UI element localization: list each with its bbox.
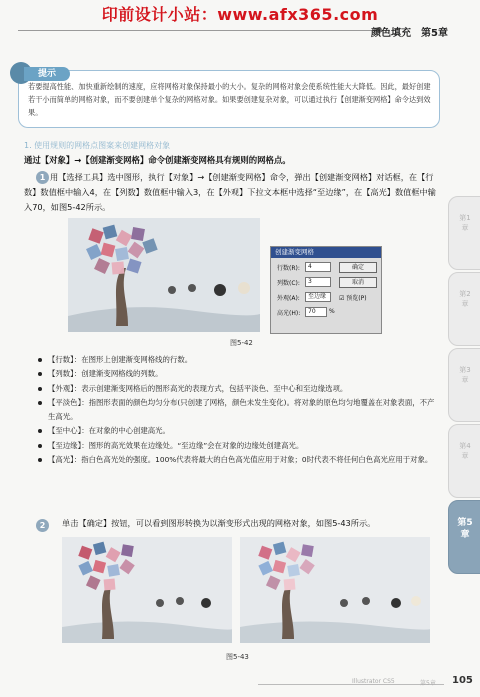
tab-chapter-1[interactable]	[448, 196, 480, 270]
figure-5-43-left-image	[62, 537, 232, 643]
footer-chapter: 第5章	[420, 680, 436, 687]
dialog-title: 创建渐变网格	[271, 247, 381, 258]
ok-button[interactable]: 确定	[339, 262, 377, 273]
list-item: 【外观】：表示创建渐变网格后的图形高光的表现方式，包括平淡色、至中心和至边缘选项。	[48, 382, 440, 396]
bullet-icon	[38, 372, 42, 376]
tab-chapter-5[interactable]	[448, 500, 480, 574]
tree-illustration	[68, 218, 260, 332]
appearance-label: 外观(A):	[277, 295, 300, 302]
bullet-icon	[38, 429, 42, 433]
tip-text: 若要提高性能、加快重新绘制的速度，应将网格对象保持最小的大小。复杂的网格对象会使系统性能大大降低。因此，最好创建若干小而简单的网格对象，而不要创建单个复杂的网格对象。如果要创建复杂对象，可以通过执行【创建渐变网格】命令达到效果。	[28, 82, 431, 117]
footer-rule	[258, 684, 444, 685]
list-item: 【至中心】：在对象的中心创建高光。	[48, 424, 440, 438]
watermark-text: 印前设计小站：www.afx365.com	[101, 5, 379, 24]
list-item: 【高光】：指白色高光处的强度。100%代表将最大的白色高光值应用于对象；0时代表不将任何白色高光应用于对象。	[48, 453, 440, 467]
bullet-icon	[38, 458, 42, 462]
figure-5-42-image	[68, 218, 260, 332]
bullet-icon	[38, 401, 42, 405]
highlight-label: 高光(H):	[277, 310, 301, 317]
tree-illustration-left	[62, 537, 232, 643]
columns-label: 列数(C):	[277, 280, 300, 287]
columns-input[interactable]: 3	[305, 277, 331, 287]
create-gradient-mesh-dialog	[270, 246, 382, 334]
figure-5-43-right-image	[240, 537, 430, 643]
section-title: 1. 使用规则的网格点图案来创建网格对象	[24, 141, 171, 150]
bullet-icon	[38, 358, 42, 362]
figure-5-42-caption: 图5-42	[230, 339, 253, 347]
percent-label: %	[329, 308, 335, 315]
tab-chapter-3[interactable]	[448, 348, 480, 422]
bullet-icon	[38, 444, 42, 448]
list-item: 【行数】：在图形上创建渐变网格线的行数。	[48, 353, 440, 367]
figure-5-43-caption: 图5-43	[226, 653, 249, 661]
step1-number-icon: 1	[36, 171, 49, 184]
step2-number-icon: 2	[36, 519, 49, 532]
chapter-title: 颜色填充 第5章	[371, 28, 448, 39]
list-item: 【至边缘】：图形的高光效果在边缘处。“至边缘”会在对象的边缘处创建高光。	[48, 439, 440, 453]
tab-label: 第5章	[457, 518, 473, 540]
highlight-input[interactable]: 70	[305, 307, 327, 317]
tab-label: 第1章	[459, 214, 471, 232]
cancel-button[interactable]: 取消	[339, 277, 377, 288]
tab-label: 第4章	[459, 442, 471, 460]
list-item: 【列数】：创建渐变网格线的列数。	[48, 367, 440, 381]
step2-text: 单击【确定】按钮，可以看到图形转换为以渐变形式出现的网格对象，如图5-43所示。	[62, 518, 376, 528]
tab-label: 第2章	[459, 290, 471, 308]
tip-label: 提示	[24, 67, 70, 81]
tab-chapter-2[interactable]	[448, 272, 480, 346]
tab-chapter-4[interactable]	[448, 424, 480, 498]
preview-checkbox[interactable]: ☑ 预览(P)	[339, 295, 367, 302]
header-rule	[18, 30, 378, 31]
appearance-select[interactable]: 至边缘	[305, 292, 331, 302]
footer-product: Illustrator CS5	[352, 678, 395, 685]
list-item: 【平淡色】：指图形表面的颜色均匀分布(只创建了网格，颜色未发生变化)。将对象的原色均匀地覆盖在对象表面，不产生高光。	[48, 396, 440, 425]
preview-label: 预览(P)	[346, 295, 367, 302]
rows-label: 行数(R):	[277, 265, 300, 272]
step1-text: 用【选择工具】选中图形，执行【对象】→【创建渐变网格】命令，弹出【创建渐变网格】对话框，在【行数】数值框中输入4，在【列数】数值框中输入3，在【外观】下拉文本框中选择“至边缘”，在【高光】数值框中输入70，如图5-42所示。	[24, 172, 436, 212]
section-lead: 通过【对象】→【创建渐变网格】命令创建渐变网格具有规则的网格点。	[24, 155, 291, 165]
tab-label: 第3章	[459, 366, 471, 384]
rows-input[interactable]: 4	[305, 262, 331, 272]
page-number: 105	[452, 675, 473, 686]
tree-illustration-right	[240, 537, 430, 643]
bullet-icon	[38, 387, 42, 391]
bullet-list	[48, 353, 440, 467]
